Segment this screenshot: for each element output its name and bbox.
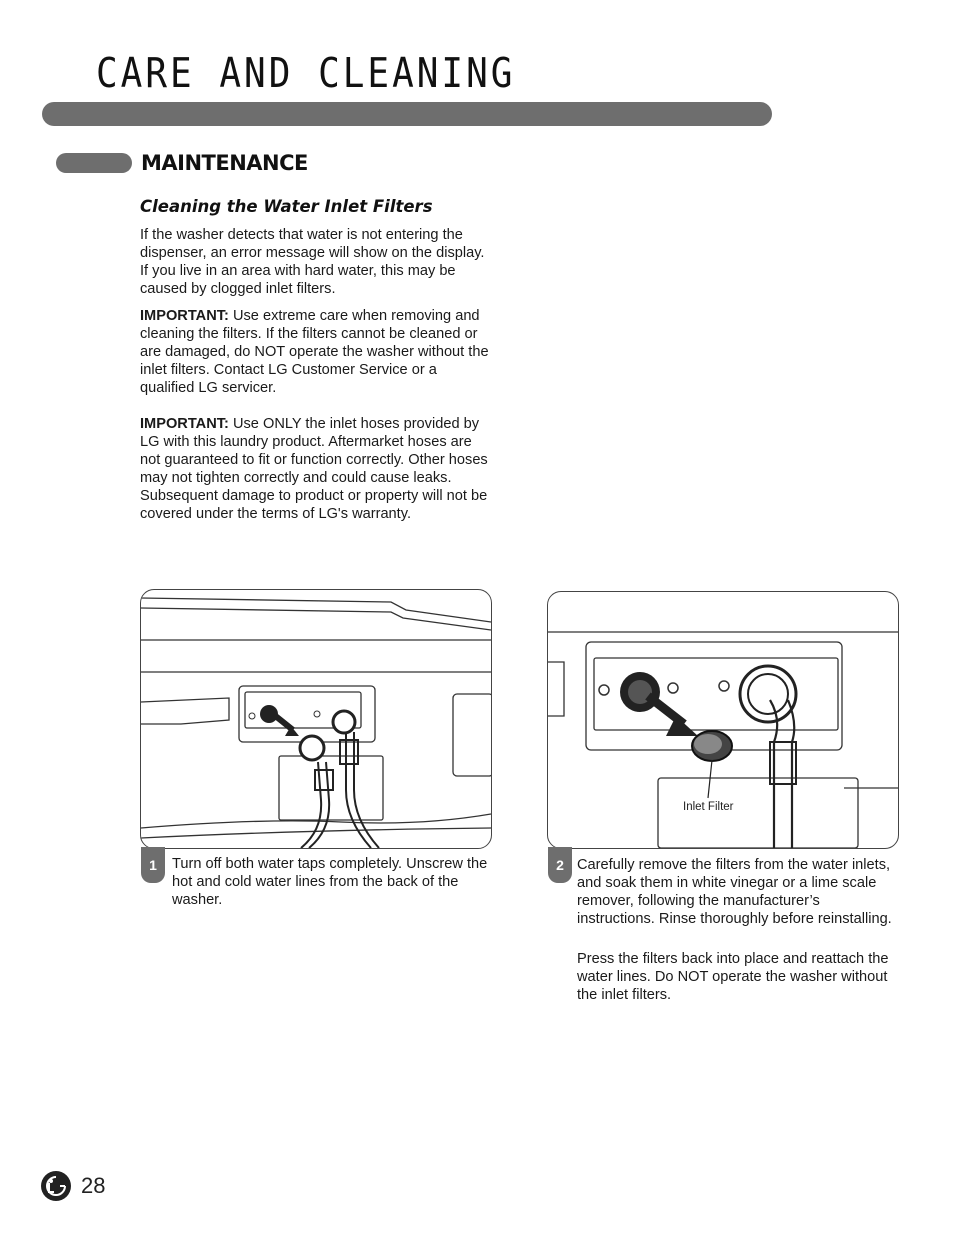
step-number-badge: 2 xyxy=(548,847,572,883)
washer-back-illustration-2 xyxy=(548,592,898,848)
page-number: 28 xyxy=(81,1173,106,1198)
lg-logo-icon xyxy=(40,1170,72,1202)
page-title: CARE AND CLEANING xyxy=(96,50,516,98)
figure-remove-filters xyxy=(547,591,899,849)
header-bar xyxy=(42,102,772,126)
section-heading: MAINTENANCE xyxy=(141,151,308,175)
important-text: Use extreme care when removing and cleaning the filters. If the filters cannot be cleaned or are damaged, do NOT operate the washer without the inlet filters. Contact LG Customer Service or a qualified LG servicer. xyxy=(140,308,489,396)
important-note-1 xyxy=(140,307,492,397)
important-text: Use ONLY the inlet hoses provided by LG with this laundry product. Aftermarket hoses are not guaranteed to fit or function correctly. Other hoses may not tighten correctly and could cause leaks. Subsequent damage to product or property will not be covered under the terms of LG's warranty. xyxy=(140,416,488,522)
step-2-text-continued: Press the filters back into place and reattach the water lines. Do NOT operate the washer without the inlet filters. xyxy=(577,951,889,1003)
inlet-filter-callout: Inlet Filter xyxy=(683,801,734,813)
figure-unscrew-hoses xyxy=(140,589,492,849)
important-label: IMPORTANT: xyxy=(140,416,229,432)
important-label: IMPORTANT: xyxy=(140,308,229,324)
step-1-text: Turn off both water taps completely. Unscrew the hot and cold water lines from the back of the washer. xyxy=(172,856,488,908)
subheading: Cleaning the Water Inlet Filters xyxy=(140,197,433,216)
important-note-2 xyxy=(140,415,492,523)
step-number-badge: 1 xyxy=(141,847,165,883)
step-2-text: Carefully remove the filters from the water inlets, and soak them in white vinegar or a lime scale remover, following the manufacturer’s instructions. Rinse thoroughly before reinstalling. xyxy=(577,857,892,927)
section-marker xyxy=(56,153,132,173)
intro-paragraph: If the washer detects that water is not entering the dispenser, an error message will show on the display. If you live in an area with hard water, this may be caused by clogged inlet filters. xyxy=(140,227,485,297)
washer-back-illustration-1 xyxy=(141,590,491,848)
